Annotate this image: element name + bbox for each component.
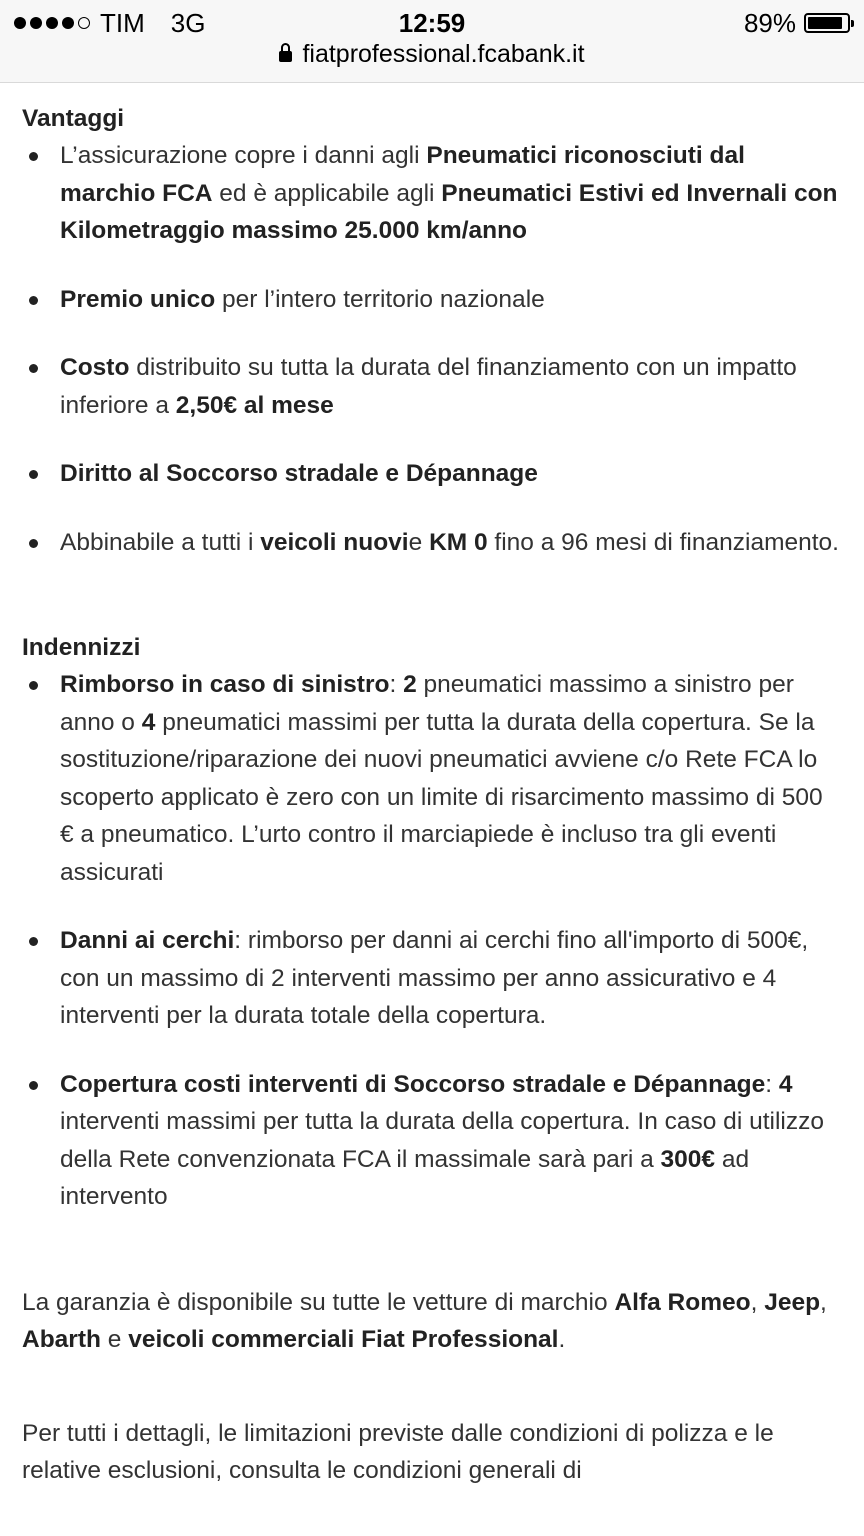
section-title-vantaggi: Vantaggi [22, 105, 125, 132]
url-text: fiatprofessional.fcabank.it [302, 40, 585, 68]
battery-icon [804, 13, 850, 33]
list-item: Copertura costi interventi di Soccorso stradale e Dépannage: 4 interventi massimi per tutta la durata della copertura. In caso di utilizzo della Rete convenzionata FCA il massimale sarà pari a 300€ ad intervento [22, 1066, 842, 1216]
dettagli-paragraph: Per tutti i dettagli, le limitazioni previste dalle condizioni di polizza e le relative esclusioni, consulta le condizioni generali di [22, 1419, 774, 1484]
section-title-indennizzi: Indennizzi [22, 634, 141, 661]
clock: 12:59 [398, 8, 466, 38]
list-item: Premio unico per l’intero territorio nazionale [22, 281, 842, 319]
list-item: L’assicurazione copre i danni agli Pneumatici riconosciuti dal marchio FCA ed è applicabile agli Pneumatici Estivi ed Invernali con Kilometraggio massimo 25.000 km/anno [22, 137, 842, 250]
battery-status [744, 6, 850, 40]
list-item: Abbinabile a tutti i veicoli nuovie KM 0 fino a 96 mesi di finanziamento. [22, 524, 842, 562]
battery-percent: 89% [743, 7, 796, 38]
indennizzi-list [22, 666, 842, 1216]
garanzia-paragraph: La garanzia è disponibile su tutte le vetture di marchio Alfa Romeo, Jeep, Abarth e veicoli commerciali Fiat Professional. [22, 1288, 827, 1353]
network-type: 3G [170, 7, 206, 38]
carrier-name: TIM [100, 7, 145, 38]
list-item: Costo distribuito su tutta la durata del finanziamento con un impatto inferiore a 2,50€ al mese [22, 349, 842, 424]
ios-status-bar [0, 0, 864, 83]
list-item: Rimborso in caso di sinistro: 2 pneumatici massimo a sinistro per anno o 4 pneumatici massimi per tutta la durata della copertura. Se la sostituzione/riparazione dei nuovi pneumatici avviene c/o Rete FCA lo scoperto applicato è zero con un limite di risarcimento massimo di 500 € a pneumatico. L’urto contro il marciapiede è incluso tra gli eventi assicurati [22, 666, 842, 891]
page-content [22, 100, 842, 1490]
list-item: Diritto al Soccorso stradale e Dépannage [22, 455, 842, 493]
address-bar[interactable] [0, 40, 864, 69]
list-item: Danni ai cerchi: rimborso per danni ai cerchi fino all'importo di 500€, con un massimo di 2 interventi massimo per anno assicurativo e 4 interventi per la durata totale della copertura. [22, 922, 842, 1035]
vantaggi-list [22, 137, 842, 561]
lock-icon [279, 51, 292, 62]
